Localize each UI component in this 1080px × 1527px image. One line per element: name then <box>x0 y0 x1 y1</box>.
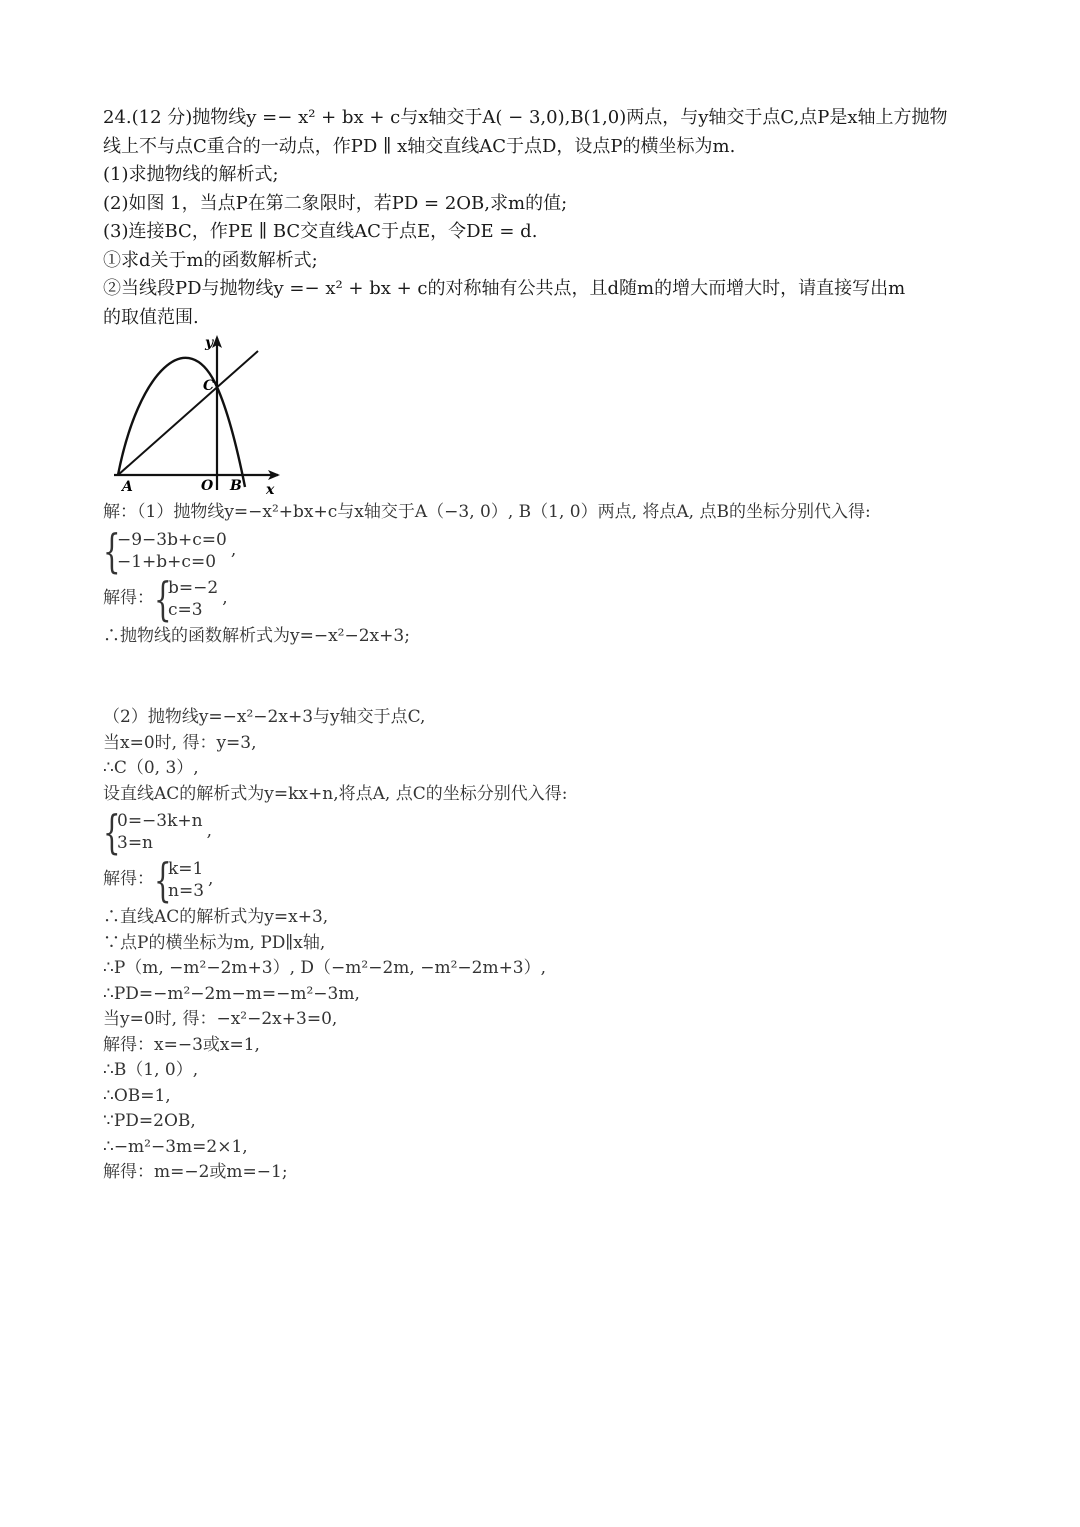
problem-line-3: (1)求抛物线的解析式; <box>103 164 279 185</box>
solution-2-line: ∴B（1, 0）, <box>103 1060 199 1080</box>
label-b: B <box>230 478 242 494</box>
equation-system <box>103 853 983 907</box>
solution-2-line: ∴PD=−m²−2m−m=−m²−3m, <box>103 983 360 1004</box>
problem-line-2: 线上不与点C重合的一动点，作PD ∥ x轴交直线AC于点D，设点P的横坐标为m. <box>103 135 736 157</box>
equation-system <box>103 523 983 578</box>
problem-line-8: 的取值范围. <box>103 306 199 328</box>
equation-tail: , <box>206 821 213 842</box>
solution-2-line: ∵点P的横坐标为m, PD∥x轴, <box>103 932 326 953</box>
solve-label: 解得： <box>103 587 154 608</box>
equation-row: k=1 <box>168 859 204 879</box>
problem-line-5: (3)连接BC，作PE ∥ BC交直线AC于点E，令DE = d. <box>103 221 538 242</box>
problem-statement <box>103 104 983 332</box>
solution-2-line: ∴C（0, 3）, <box>103 758 199 778</box>
equation-tail: , <box>230 539 237 560</box>
solution-2-line: ∵PD=2OB, <box>103 1111 196 1131</box>
solution-2-line: ∴OB=1, <box>103 1085 171 1106</box>
solution-1-conclusion: ∴抛物线的函数解析式为y=−x²−2x+3; <box>103 625 410 646</box>
solution-2-line: 解得：m=−2或m=−1; <box>103 1162 288 1182</box>
solution-2-line: 当y=0时, 得：−x²−2x+3=0, <box>103 1009 338 1029</box>
equation-system <box>103 805 983 859</box>
solution-2-line: 解得：x=−3或x=1, <box>103 1034 260 1055</box>
problem-line-1: 24.(12 分)抛物线y =− x² + bx + c与x轴交于A( − 3,0),B(1,0)两点，与y轴交于点C,点P是x轴上方抛物 <box>103 107 948 128</box>
solution-2-line: 当x=0时, 得：y=3, <box>103 732 257 753</box>
label-a: A <box>122 479 133 494</box>
brace: { <box>103 805 121 859</box>
solution <box>103 500 983 1186</box>
equation-row: 0=−3k+n <box>117 811 203 831</box>
solution-1-intro: 解：（1）抛物线y=−x²+bx+c与x轴交于A（−3, 0）, B（1, 0）两点, 将点A, 点B的坐标分别代入得: <box>103 502 871 522</box>
problem-line-4: (2)如图 1，当点P在第二象限时，若PD = 2OB,求m的值; <box>103 192 568 214</box>
parabola-curve <box>118 358 245 487</box>
brace: { <box>154 571 172 626</box>
equation-tail: , <box>208 869 214 890</box>
solution-2-line: ∴−m²−3m=2×1, <box>103 1136 248 1157</box>
problem-line-6: ①求d关于m的函数解析式; <box>103 249 318 271</box>
equation-row: n=3 <box>168 881 205 901</box>
solution-2-line: ∴P（m, −m²−2m+3）, D（−m²−2m, −m²−2m+3）, <box>103 958 547 978</box>
equation-row: b=−2 <box>168 577 219 598</box>
solve-label: 解得： <box>103 869 154 890</box>
problem-line-7: ②当线段PD与抛物线y =− x² + bx + c的对称轴有公共点，且d随m的增大而增大时，请直接写出m <box>103 278 906 299</box>
label-y: y <box>205 335 214 351</box>
equation-row: −9−3b+c=0 <box>117 529 227 550</box>
solution-2-line: （2）抛物线y=−x²−2x+3与y轴交于点C, <box>103 707 426 727</box>
brace: { <box>103 523 121 578</box>
line-ac <box>118 351 258 475</box>
label-o: O <box>201 478 214 494</box>
equation-row: c=3 <box>168 599 203 620</box>
label-x: x <box>266 482 275 494</box>
equation-row: −1+b+c=0 <box>117 551 217 572</box>
brace: { <box>154 853 172 907</box>
equation-tail: , <box>222 587 228 608</box>
label-c: C <box>203 378 215 394</box>
solution-2-line: ∴直线AC的解析式为y=x+3, <box>103 907 329 927</box>
solution-2-line: 设直线AC的解析式为y=kx+n,将点A, 点C的坐标分别代入得: <box>103 783 568 804</box>
parabola-figure <box>108 332 288 494</box>
equation-row: 3=n <box>117 833 154 853</box>
equation-system <box>103 571 983 626</box>
